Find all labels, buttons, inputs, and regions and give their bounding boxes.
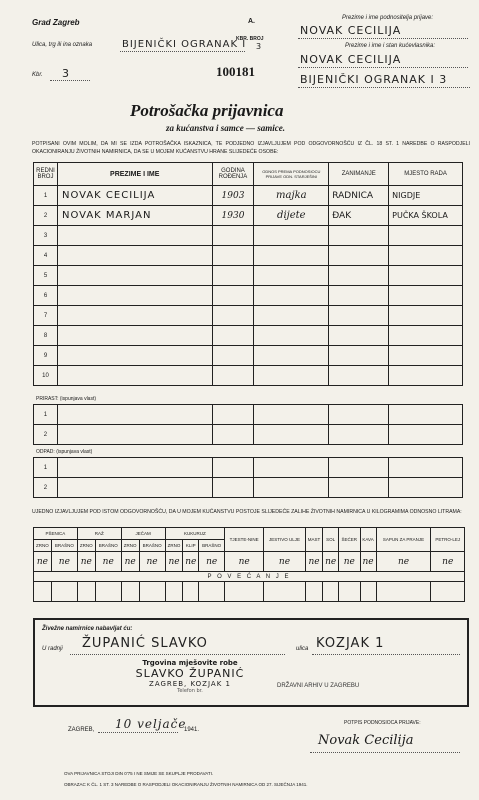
supply-increase-cell[interactable] bbox=[95, 582, 121, 602]
intro-text: POTPISANI OVIM MOLIM, DA MI SE IZDA POTROŠAČKA ISKAZNICA, TE PODJEDNO IZJAVLJUJEM POD ODGOVORNOŠĆU IZ ČL. 18 ST. 1 NAREDBE O RASPODJELI OKACIONIRANJU ŽIVOTNIH NAMIRNICA, DA SE U MOJEM KUĆANSTVU HRANE SLIJEDEĆE OSOBE: bbox=[32, 141, 470, 155]
footer-date[interactable]: 10 veljače bbox=[115, 717, 187, 731]
header-relation: ODNOS PREMA PODNOSIOCU PRIJAVE ODN. STARJEŠINI bbox=[254, 163, 329, 186]
supply-subheader: BRAŠNO bbox=[51, 540, 77, 552]
table-row bbox=[34, 366, 463, 386]
supply-value[interactable]: ne bbox=[34, 552, 52, 572]
house-number-value[interactable]: 3 bbox=[256, 42, 263, 51]
relation[interactable] bbox=[254, 286, 329, 306]
occupation[interactable] bbox=[329, 306, 389, 326]
supply-value[interactable]: ne bbox=[360, 552, 376, 572]
person-name[interactable] bbox=[57, 306, 212, 326]
workplace[interactable] bbox=[389, 346, 463, 366]
prirast-table: 1 2 bbox=[33, 404, 463, 445]
supply-increase-cell[interactable] bbox=[121, 582, 139, 602]
supply-increase-cell[interactable] bbox=[199, 582, 225, 602]
city-label: Grad Zagreb bbox=[32, 18, 80, 27]
street-value[interactable]: BIJENIČKI OGRANAK I bbox=[122, 39, 247, 50]
street-label: Ulica, trg ili ina oznaka bbox=[32, 42, 93, 48]
header-occupation: ZANIMANJE bbox=[329, 163, 389, 186]
form-title: Potrošačka prijavnica bbox=[130, 101, 284, 120]
supply-subheader: ZRNO bbox=[121, 540, 139, 552]
supply-increase-cell[interactable] bbox=[34, 582, 52, 602]
supply-subheader: BRAŠNO bbox=[139, 540, 165, 552]
occupation[interactable] bbox=[329, 266, 389, 286]
birth-year[interactable] bbox=[212, 366, 254, 386]
supply-value[interactable]: ne bbox=[305, 552, 323, 572]
header-name: PREZIME I IME bbox=[57, 163, 212, 186]
form-letter: A. bbox=[248, 18, 255, 25]
supply-increase-cell[interactable] bbox=[77, 582, 95, 602]
supply-increase-cell[interactable] bbox=[339, 582, 360, 602]
footer-place: ZAGREB, bbox=[68, 727, 95, 733]
table-row bbox=[34, 306, 463, 326]
col-raz: RAŽ bbox=[77, 528, 121, 540]
occupation[interactable] bbox=[329, 326, 389, 346]
birth-year[interactable] bbox=[212, 266, 254, 286]
person-name[interactable]: NOVAK MARJAN bbox=[57, 206, 212, 226]
col-sapun: SAPUN ZA PRANJE bbox=[376, 528, 431, 552]
supply-increase-cell[interactable] bbox=[323, 582, 339, 602]
table-row bbox=[34, 206, 463, 226]
birth-year[interactable]: 1903 bbox=[212, 186, 254, 206]
birth-year[interactable] bbox=[212, 226, 254, 246]
table-row bbox=[34, 266, 463, 286]
col-petrolej: PETRO-LEJ bbox=[431, 528, 465, 552]
supply-increase-cell[interactable] bbox=[225, 582, 264, 602]
col-ulje: JESTIVO ULJE bbox=[264, 528, 306, 552]
row-number: 1 bbox=[34, 186, 58, 206]
workplace[interactable]: NIGDJE bbox=[389, 186, 463, 206]
submitter-name[interactable]: NOVAK CECILIJA bbox=[300, 24, 402, 37]
header-year: GODINA ROĐENJA bbox=[212, 163, 254, 186]
supply-subheader: BRAŠNO bbox=[95, 540, 121, 552]
workplace[interactable] bbox=[389, 246, 463, 266]
row-number: 4 bbox=[34, 246, 58, 266]
form-subtitle: za kućanstva i samce — samice. bbox=[166, 123, 285, 133]
col-mast: MAST bbox=[305, 528, 323, 552]
shop-heading: Živežne namirnice nabavljat ću: bbox=[42, 626, 133, 632]
footer-note-2: OBRAZAC K ČL. 1 ST. 3 NAREDBE O RASPODJELI OKACIONIRANJU ŽIVOTNIH NAMIRNICA OD 27. SIJEČNJA 1941. bbox=[64, 782, 308, 787]
supply-increase-cell[interactable] bbox=[431, 582, 465, 602]
table-row bbox=[34, 186, 463, 206]
stamp-line-4: Telefon br. bbox=[177, 688, 203, 694]
supply-value[interactable]: ne bbox=[264, 552, 306, 572]
supply-value[interactable]: ne bbox=[323, 552, 339, 572]
col-tjestenine: TJESTE-NINE bbox=[225, 528, 264, 552]
birth-year[interactable] bbox=[212, 306, 254, 326]
relation[interactable] bbox=[254, 346, 329, 366]
supply-subheader: ZRNO bbox=[77, 540, 95, 552]
birth-year[interactable] bbox=[212, 286, 254, 306]
supply-subheader: BRAŠNO bbox=[199, 540, 225, 552]
odpad-table: 1 2 bbox=[33, 457, 463, 498]
person-name[interactable] bbox=[57, 346, 212, 366]
person-name[interactable] bbox=[57, 366, 212, 386]
occupation[interactable] bbox=[329, 346, 389, 366]
supply-subheader: KLIP bbox=[183, 540, 199, 552]
col-secer: ŠEĆER bbox=[339, 528, 360, 552]
shop-street[interactable]: KOZJAK 1 bbox=[316, 636, 385, 651]
signature-label: POTPIS PODNOSIOCA PRIJAVE: bbox=[344, 720, 421, 726]
supply-increase-cell[interactable] bbox=[360, 582, 376, 602]
occupation[interactable]: ĐAK bbox=[329, 206, 389, 226]
row-number: 8 bbox=[34, 326, 58, 346]
supply-value[interactable]: ne bbox=[121, 552, 139, 572]
relation[interactable] bbox=[254, 266, 329, 286]
occupation[interactable]: RADNICA bbox=[329, 186, 389, 206]
table-row bbox=[34, 246, 463, 266]
supply-value[interactable]: ne bbox=[339, 552, 360, 572]
row-number: 2 bbox=[34, 206, 58, 226]
col-kava: KAVA bbox=[360, 528, 376, 552]
workplace[interactable] bbox=[389, 226, 463, 246]
person-name[interactable] bbox=[57, 266, 212, 286]
header-workplace: MJESTO RADA bbox=[389, 163, 463, 186]
workplace[interactable] bbox=[389, 326, 463, 346]
supply-value[interactable]: ne bbox=[95, 552, 121, 572]
supply-value[interactable]: ne bbox=[183, 552, 199, 572]
col-sol: SOL bbox=[323, 528, 339, 552]
signature[interactable]: Novak Cecilija bbox=[318, 733, 414, 748]
supply-increase-cell[interactable] bbox=[376, 582, 431, 602]
relation[interactable] bbox=[254, 226, 329, 246]
kbr-value[interactable]: 3 bbox=[62, 67, 70, 80]
odpad-label: ODPAD: (ispunjava vlast) bbox=[36, 449, 93, 455]
col-psenica: PŠENICA bbox=[34, 528, 78, 540]
supplies-table bbox=[33, 527, 465, 602]
persons-table bbox=[33, 162, 463, 386]
table-row bbox=[34, 226, 463, 246]
row-number: 3 bbox=[34, 226, 58, 246]
person-name[interactable] bbox=[57, 286, 212, 306]
shop-street-label: ulica bbox=[296, 646, 309, 652]
workplace[interactable] bbox=[389, 286, 463, 306]
supply-increase-cell[interactable] bbox=[183, 582, 199, 602]
submitter-label: Prezime i ime podnositelja prijave: bbox=[342, 15, 434, 21]
person-name[interactable]: NOVAK CECILIJA bbox=[57, 186, 212, 206]
supply-increase-cell[interactable] bbox=[305, 582, 323, 602]
prirast-label: PRIRAST: (ispunjava vlast) bbox=[36, 396, 97, 402]
relation[interactable] bbox=[254, 306, 329, 326]
supply-value[interactable]: ne bbox=[225, 552, 264, 572]
house-number-label: KBR. BROJ bbox=[236, 36, 264, 42]
row-number: 7 bbox=[34, 306, 58, 326]
occupation[interactable] bbox=[329, 226, 389, 246]
table-row bbox=[34, 286, 463, 306]
povecanje-label: P O V E Ć A N J E bbox=[34, 572, 465, 582]
birth-year[interactable] bbox=[212, 326, 254, 346]
stamp-line-3: ZAGREB, KOZJAK 1 bbox=[149, 680, 231, 688]
occupation[interactable] bbox=[329, 246, 389, 266]
kbr-label: Kbr. bbox=[32, 72, 43, 78]
supply-value[interactable]: ne bbox=[139, 552, 165, 572]
shop-label: U radnji bbox=[42, 646, 63, 652]
supply-value[interactable]: ne bbox=[376, 552, 431, 572]
stamp-line-2: SLAVKO ŽUPANIĆ bbox=[135, 667, 245, 680]
supplies-text: UJEDNO IZJAVLJUJEM POD ISTOM ODGOVORNOŠĆU, DA U MOJEM KUĆANSTVU POSTOJE SLIJEDEĆE ZALIHE ŽIVOTNIH NAMIRNICA U KILOGRAMIMA ODNOSNO LITRAMA: bbox=[32, 509, 462, 515]
supply-subheader: ZRNO bbox=[165, 540, 183, 552]
shop-name[interactable]: ŽUPANIĆ SLAVKO bbox=[82, 636, 208, 651]
supply-value[interactable]: ne bbox=[199, 552, 225, 572]
relation[interactable] bbox=[254, 246, 329, 266]
workplace[interactable] bbox=[389, 306, 463, 326]
supply-value[interactable]: ne bbox=[51, 552, 77, 572]
occupation[interactable] bbox=[329, 286, 389, 306]
footer-year: 1941. bbox=[184, 727, 200, 733]
relation[interactable]: dijete bbox=[254, 206, 329, 226]
supply-value[interactable]: ne bbox=[165, 552, 183, 572]
header-no: REDNI BROJ bbox=[34, 163, 58, 186]
supply-increase-cell[interactable] bbox=[139, 582, 165, 602]
col-kukuruz: KUKURUZ bbox=[165, 528, 225, 540]
footer-note-1: OVA PRIJAVNICA STOJI DIN 0'75 I NE SMIJE SE SKUPLJE PRODAVATI. bbox=[64, 771, 214, 776]
supply-value[interactable]: ne bbox=[77, 552, 95, 572]
owner-name[interactable]: NOVAK CECILIJA bbox=[300, 53, 402, 66]
workplace[interactable] bbox=[389, 266, 463, 286]
birth-year[interactable]: 1930 bbox=[212, 206, 254, 226]
person-name[interactable] bbox=[57, 326, 212, 346]
person-name[interactable] bbox=[57, 246, 212, 266]
col-jecam: JEČAM bbox=[121, 528, 165, 540]
shop-stamp bbox=[110, 659, 270, 694]
row-number: 9 bbox=[34, 346, 58, 366]
row-number: 5 bbox=[34, 266, 58, 286]
relation[interactable]: majka bbox=[254, 186, 329, 206]
table-row bbox=[34, 346, 463, 366]
supply-increase-cell[interactable] bbox=[264, 582, 306, 602]
owner-address[interactable]: BIJENIČKI OGRANAK I 3 bbox=[300, 73, 448, 86]
workplace[interactable] bbox=[389, 366, 463, 386]
supply-subheader: ZRNO bbox=[34, 540, 52, 552]
relation[interactable] bbox=[254, 366, 329, 386]
supply-increase-cell[interactable] bbox=[165, 582, 183, 602]
archive-stamp: DRŽAVNI ARHIV U ZAGREBU bbox=[277, 683, 360, 689]
person-name[interactable] bbox=[57, 226, 212, 246]
owner-label: Prezime i ime i stan kućevlasnika: bbox=[345, 43, 436, 49]
supply-increase-cell[interactable] bbox=[51, 582, 77, 602]
occupation[interactable] bbox=[329, 366, 389, 386]
workplace[interactable]: PUČKA ŠKOLA bbox=[389, 206, 463, 226]
row-number: 10 bbox=[34, 366, 58, 386]
supply-value[interactable]: ne bbox=[431, 552, 465, 572]
birth-year[interactable] bbox=[212, 346, 254, 366]
row-number: 6 bbox=[34, 286, 58, 306]
stamp-line-1: Trgovina mješovite robe bbox=[142, 659, 238, 667]
table-row bbox=[34, 326, 463, 346]
birth-year[interactable] bbox=[212, 246, 254, 266]
relation[interactable] bbox=[254, 326, 329, 346]
serial-number: 100181 bbox=[216, 64, 255, 79]
